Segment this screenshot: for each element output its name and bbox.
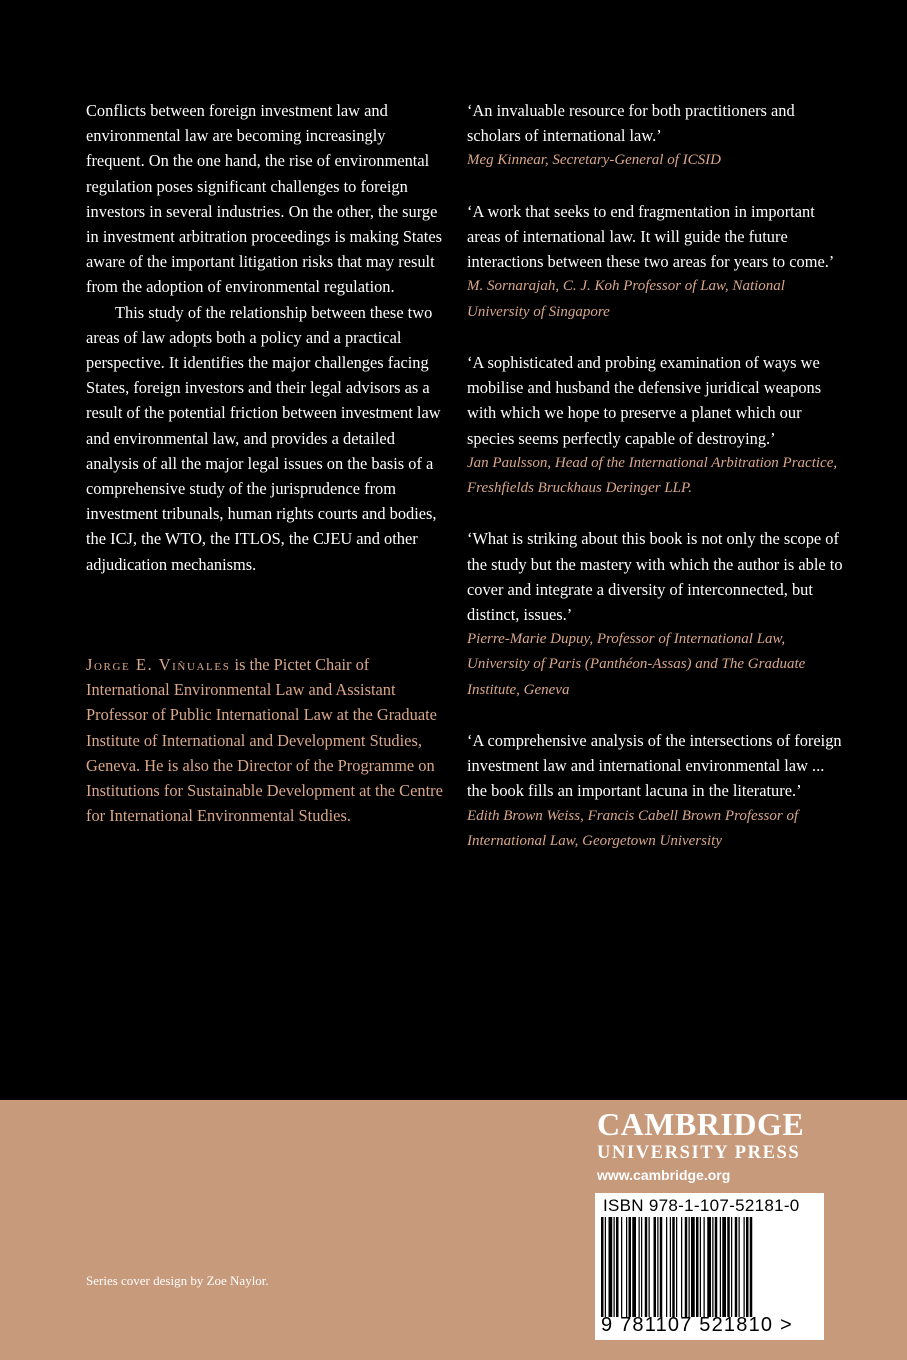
barcode-bar xyxy=(744,1217,745,1317)
barcode-bar xyxy=(746,1217,749,1317)
barcode-bar xyxy=(704,1217,705,1317)
barcode-bar xyxy=(731,1217,732,1317)
barcode-bar xyxy=(621,1217,622,1317)
endorsement-attribution: Meg Kinnear, Secretary-General of ICSID xyxy=(467,152,721,169)
barcode-bar xyxy=(691,1217,695,1317)
barcode-bar xyxy=(601,1217,604,1317)
barcode-bar xyxy=(670,1217,671,1317)
barcode-bar xyxy=(649,1217,650,1317)
barcode-bar xyxy=(629,1217,632,1317)
barcode-bar xyxy=(722,1217,726,1317)
barcode-bar xyxy=(750,1217,753,1317)
description-paragraph-2: This study of the relationship between these two areas of law adopts both a policy and a practical perspective. It identifies the major challenges facing States, foreign investors and their legal advisors as a result of the potential friction between investment law and environmental law, and provides a detailed analysis of all the major legal issues on the basis of a comprehensive study of the jurisprudence from investment tribunals, human rights courts and bodies, the ICJ, the WTO, the ITLOS, the CJEU and other adjudication mechanisms. xyxy=(86,302,441,574)
barcode-bar xyxy=(641,1217,642,1317)
barcode-bar xyxy=(676,1217,677,1317)
barcode-bar xyxy=(632,1217,636,1317)
endorsement xyxy=(467,199,847,325)
endorsement-quote: ‘A comprehensive analysis of the intersections of foreign investment law and international environmental law ... the book fills an important lacuna in the literature.’ xyxy=(467,731,842,801)
barcode-bar xyxy=(654,1217,657,1317)
barcode-bar xyxy=(672,1217,675,1317)
barcode-bar xyxy=(735,1217,738,1317)
barcode-bar xyxy=(689,1217,690,1317)
publisher-name: CAMBRIDGE xyxy=(597,1106,805,1142)
barcode-bar xyxy=(720,1217,721,1317)
endorsement xyxy=(467,526,847,702)
barcode-bar xyxy=(700,1217,701,1317)
endorsement xyxy=(467,98,847,174)
barcode-bar xyxy=(614,1217,615,1317)
barcode-bar xyxy=(660,1217,663,1317)
book-description xyxy=(86,98,446,577)
barcode-bar xyxy=(715,1217,718,1317)
barcode-bar xyxy=(657,1217,658,1317)
barcode-bars xyxy=(601,1217,801,1317)
author-bio xyxy=(86,652,446,828)
author-bio-text: is the Pictet Chair of International Environmental Law and Assistant Professor of Public International Law at the Graduate Institute of International and Development Studies, Geneva. He is also the Director of the Programme on Institutions for Sustainable Development at the Centre for International Environmental Studies. xyxy=(86,655,443,826)
publisher-url: www.cambridge.org xyxy=(597,1167,731,1183)
endorsement-attribution: M. Sornarajah, C. J. Koh Professor of Law, National University of Singapore xyxy=(467,278,785,320)
barcode-bar xyxy=(727,1217,730,1317)
endorsements xyxy=(467,98,847,879)
isbn-label: ISBN 978-1-107-52181-0 xyxy=(603,1196,800,1215)
barcode-bar xyxy=(639,1217,640,1317)
endorsement-attribution: Edith Brown Weiss, Francis Cabell Brown Professor of International Law, Georgetown University xyxy=(467,807,799,849)
endorsement-quote: ‘An invaluable resource for both practitioners and scholars of international law.’ xyxy=(467,101,795,146)
publisher-press: UNIVERSITY PRESS xyxy=(597,1143,801,1163)
author-name: Jorge E. Viñuales xyxy=(86,655,231,674)
barcode-bar xyxy=(712,1217,713,1317)
barcode-bar xyxy=(707,1217,711,1317)
barcode-bar xyxy=(685,1217,688,1317)
endorsement xyxy=(467,350,847,501)
barcode-bar xyxy=(616,1217,619,1317)
barcode-bar xyxy=(666,1217,667,1317)
barcode-bar xyxy=(696,1217,699,1317)
barcode-digits: 9 781107 521810 > xyxy=(601,1314,793,1336)
barcode-bar xyxy=(645,1217,648,1317)
description-paragraph-1: Conflicts between foreign investment law and environmental law are becoming increasingly frequent. On the one hand, the rise of environmental regulation poses significant challenges to foreign investors in several industries. On the other, the surge in investment arbitration proceedings is making States aware of the important litigation risks that may result from the adoption of environmental regulation. xyxy=(86,101,442,297)
barcode-bar xyxy=(681,1217,682,1317)
endorsement-quote: ‘A work that seeks to end fragmentation in important areas of international law. It will guide the future interactions between these two areas for years to come.’ xyxy=(467,201,835,272)
endorsement-quote: ‘What is striking about this book is not only the scope of the study but the mastery with which the author is able to cover and integrate a diversity of interconnected, but distinct, issues.’ xyxy=(467,529,843,625)
barcode-bar xyxy=(626,1217,627,1317)
barcode-bar xyxy=(739,1217,740,1317)
barcode xyxy=(595,1193,824,1340)
barcode-bar xyxy=(609,1217,613,1317)
endorsement-quote: ‘A sophisticated and probing examination of ways we mobilise and husband the defensive juridical weapons with which we hope to preserve a planet which our species seems perfectly capable of destroying.’ xyxy=(467,353,822,448)
endorsement xyxy=(467,728,847,854)
endorsement-attribution: Jan Paulsson, Head of the International Arbitration Practice, Freshfields Bruckhaus Deringer LLP. xyxy=(467,454,838,497)
cover-design-credit: Series cover design by Zoe Naylor. xyxy=(86,1273,269,1288)
publisher-logo xyxy=(597,1106,837,1186)
endorsement-attribution: Pierre-Marie Dupuy, Professor of International Law, University of Paris (Panthéon-Assas) and The Graduate Institute, Geneva xyxy=(467,631,806,698)
barcode-bar xyxy=(605,1217,606,1317)
